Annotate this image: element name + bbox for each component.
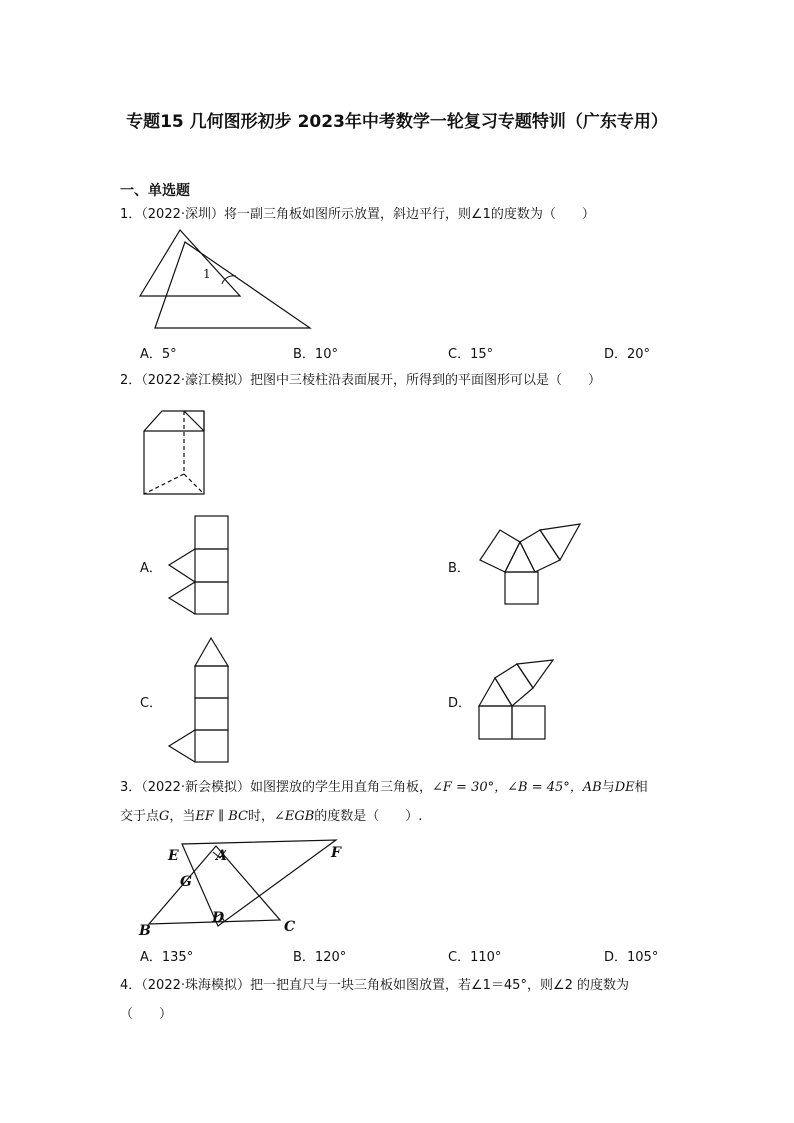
- question-4-text-2: （ ）: [120, 1007, 173, 1022]
- prism-outline: [144, 411, 204, 494]
- question-1-figure: [130, 230, 330, 330]
- label-b: B: [139, 923, 151, 939]
- question-4-text: 4．（2022·珠海模拟）把一把直尺与一块三角板如图放置，若∠1＝45°，则∠2 的度数为: [120, 978, 630, 993]
- question-3-line-1: 3．（2022·新会模拟）如图摆放的学生用直角三角板，∠F = 30°，∠B = 45°，AB与DE相: [120, 780, 648, 795]
- question-1-text: 1．（2022·深圳）将一副三角板如图所示放置，斜边平行，则∠1的度数为（ ）: [120, 207, 595, 222]
- q1-option-d[interactable]: D．20°: [604, 347, 651, 362]
- q3-option-b[interactable]: B．120°: [293, 950, 347, 965]
- q3-option-c[interactable]: C．110°: [448, 950, 502, 965]
- label-g: G: [180, 874, 192, 890]
- q3-option-a[interactable]: A．135°: [140, 950, 194, 965]
- net-option-a: [165, 514, 235, 619]
- triangle-45: [140, 230, 240, 296]
- net-option-d: [475, 658, 585, 743]
- q2-option-d[interactable]: D．: [448, 696, 472, 711]
- triangle-30: [155, 242, 310, 328]
- q2-option-c[interactable]: C．: [140, 696, 163, 711]
- section-heading: 一、单选题: [120, 183, 190, 199]
- label-d: D: [212, 910, 225, 926]
- q1-option-b[interactable]: B．10°: [293, 347, 338, 362]
- q3-option-d[interactable]: D．105°: [604, 950, 659, 965]
- page-title: 专题15 几何图形初步 2023年中考数学一轮复习专题特训（广东专用）: [126, 112, 668, 132]
- label-e: E: [168, 848, 179, 864]
- label-a: A: [216, 848, 227, 864]
- q1-option-c[interactable]: C．15°: [448, 347, 494, 362]
- question-2-text: 2．（2022·濠江模拟）把图中三棱柱沿表面展开，所得到的平面图形可以是（ ）: [120, 373, 601, 388]
- q2-option-b[interactable]: B．: [448, 561, 470, 576]
- q1-option-a[interactable]: A．5°: [140, 347, 177, 362]
- prism-figure: [140, 406, 220, 496]
- q2-option-a[interactable]: A．: [140, 561, 162, 576]
- net-option-b: [472, 522, 592, 607]
- question-3-figure: [138, 838, 368, 938]
- question-3-line-2: 交于点G，当EF ∥ BC时，∠EGB的度数是（ ）.: [120, 809, 423, 824]
- label-f: F: [331, 845, 341, 861]
- triangle-def: [182, 840, 336, 926]
- angle-1-label: 1: [203, 267, 211, 281]
- angle-arc: [222, 276, 236, 284]
- label-c: C: [284, 919, 296, 935]
- net-option-c: [165, 636, 235, 766]
